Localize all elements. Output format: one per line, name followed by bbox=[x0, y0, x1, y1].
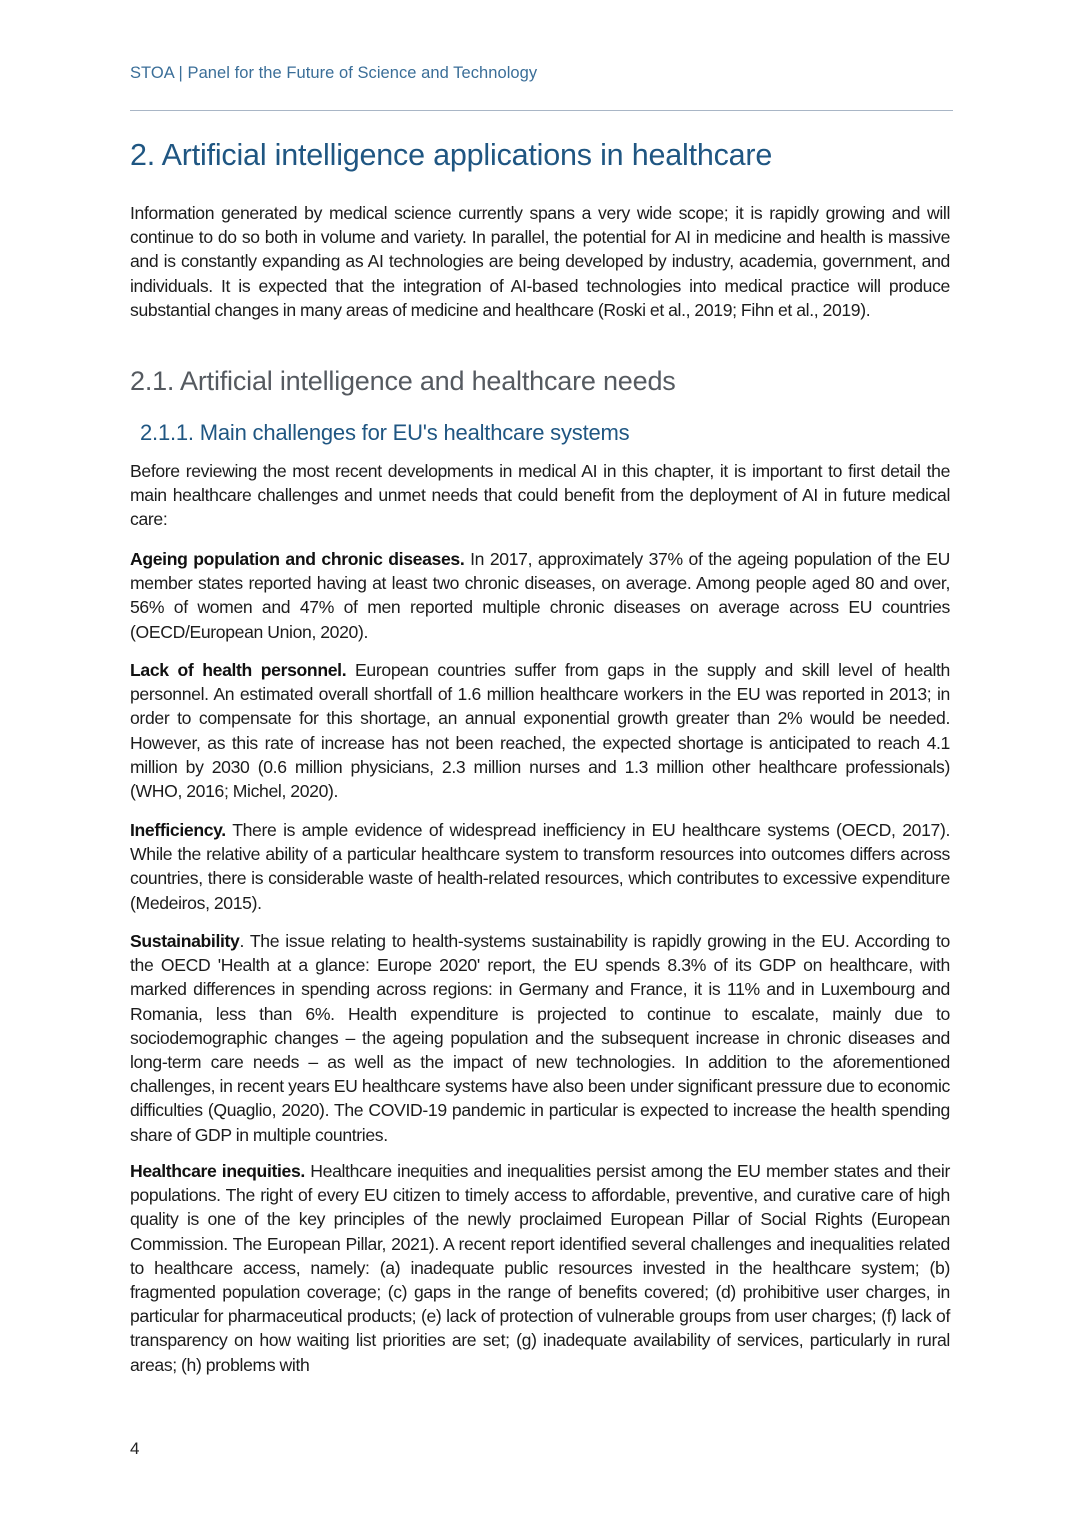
challenge-text: There is ample evidence of widespread inefficiency in EU healthcare systems (OECD, 2017). While the relative ability of a particular healthcare system to transform resources into outcomes differs across countries, there is considerable waste of health-related resources, which contributes to excessive expenditure (Medeiros, 2015). bbox=[130, 820, 950, 913]
challenge-term: Sustainability bbox=[130, 931, 240, 951]
challenge-term: Ageing population and chronic diseases. bbox=[130, 549, 465, 569]
challenge-paragraph-inefficiency bbox=[130, 818, 950, 915]
challenge-term: Lack of health personnel. bbox=[130, 660, 347, 680]
challenge-text: In 2017, approximately 37% of the ageing population of the EU member states reported having at least two chronic diseases, on average. Among people aged 80 and over, 56% of women and 47% of men reported multiple chronic diseases on average across EU countries (OECD/European Union, 2020). bbox=[130, 549, 950, 642]
section-title: 2.1. Artificial intelligence and healthcare needs bbox=[130, 366, 676, 396]
challenge-term: Inefficiency. bbox=[130, 820, 226, 840]
challenge-text: . The issue relating to health-systems sustainability is rapidly growing in the EU. According to the OECD 'Health at a glance: Europe 2020' report, the EU spends 8.3% of its GDP on healthcare, with marked differences in spending across regions: in Germany and France, it is 11% and in Luxembourg and Romania, less than 6%. Health expenditure is projected to continue to escalate, mainly due to sociodemographic changes – the ageing population and the subsequent increase in chronic diseases and long-term care needs – as well as the impact of new technologies. In addition to the aforementioned challenges, in recent years EU healthcare systems have also been under significant pressure due to economic difficulties (Quaglio, 2020). The COVID-19 pandemic in particular is expected to increase the health spending share of GDP in multiple countries. bbox=[130, 931, 950, 1145]
challenge-paragraph-inequities bbox=[130, 1159, 950, 1377]
subsection-intro-paragraph: Before reviewing the most recent developments in medical AI in this chapter, it is important to first detail the main healthcare challenges and unmet needs that could benefit from the deployment of AI in future medical care: bbox=[130, 461, 950, 530]
challenge-paragraph-ageing bbox=[130, 547, 950, 644]
subsection-title: 2.1.1. Main challenges for EU's healthcare systems bbox=[140, 420, 630, 445]
header-divider bbox=[130, 110, 953, 111]
chapter-intro-paragraph: Information generated by medical science currently spans a very wide scope; it is rapidly growing and will continue to do so both in volume and variety. In parallel, the potential for AI in medicine and health is massive and is constantly expanding as AI technologies are being developed by industry, academia, government, and individuals. It is expected that the integration of AI-based technologies into medical practice will produce substantial changes in many areas of medicine and healthcare (Roski et al., 2019; Fihn et al., 2019). bbox=[130, 203, 950, 320]
challenge-paragraph-sustainability bbox=[130, 929, 950, 1147]
challenge-text: Healthcare inequities and inequalities persist among the EU member states and their populations. The right of every EU citizen to timely access to affordable, preventive, and curative care of high quality is one of the key principles of the newly proclaimed European Pillar of Social Rights (European Commission. The European Pillar, 2021). A recent report identified several challenges and inequalities related to healthcare access, namely: (a) inadequate public resources invested in the healthcare system; (b) fragmented population coverage; (c) gaps in the range of benefits covered; (d) prohibitive user charges, in particular for pharmaceutical products; (e) lack of protection of vulnerable groups from user charges; (f) lack of transparency on how waiting list priorities are set; (g) inadequate availability of services, particularly in rural areas; (h) problems with bbox=[130, 1161, 950, 1375]
chapter-title: 2. Artificial intelligence applications in healthcare bbox=[130, 138, 773, 172]
challenge-term: Healthcare inequities. bbox=[130, 1161, 305, 1181]
running-header: STOA | Panel for the Future of Science and Technology bbox=[130, 64, 538, 82]
page-number: 4 bbox=[130, 1439, 140, 1458]
challenge-paragraph-personnel bbox=[130, 658, 950, 803]
challenge-text: European countries suffer from gaps in the supply and skill level of health personnel. An estimated overall shortfall of 1.6 million healthcare workers in the EU was reported in 2013; in order to compensate for this shortage, an annual exponential growth greater than 2% would be needed. However, as this rate of increase has not been reached, the expected shortage is anticipated to reach 4.1 million by 2030 (0.6 million physicians, 2.3 million nurses and 1.3 million other healthcare professionals) (WHO, 2016; Michel, 2020). bbox=[130, 660, 950, 802]
